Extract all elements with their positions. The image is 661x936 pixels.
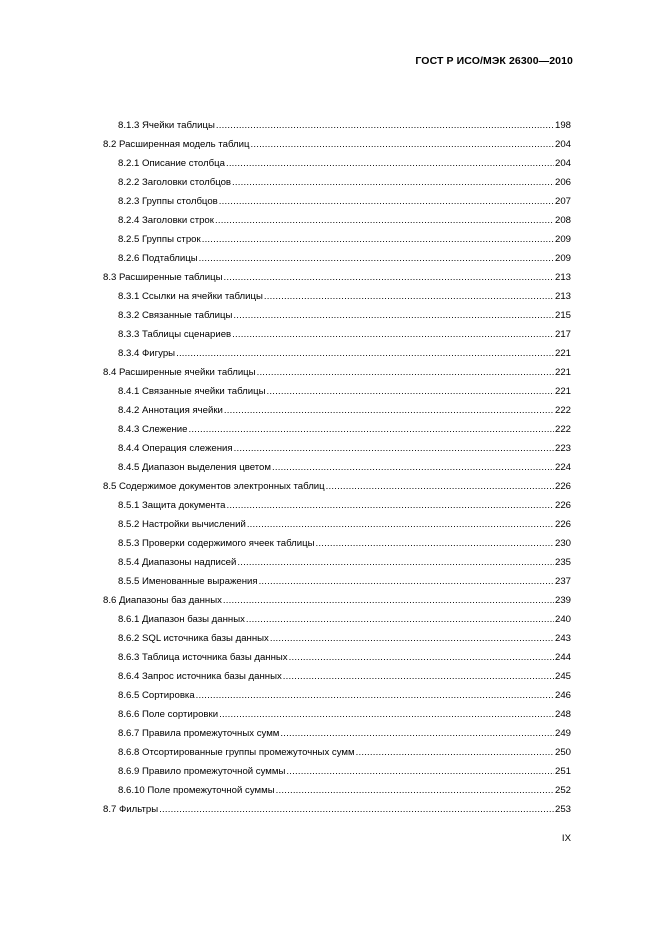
dot-leader — [237, 553, 554, 572]
toc-entry-title: 8.6.6 Поле сортировки — [118, 709, 219, 720]
toc-entry[interactable] — [103, 287, 571, 306]
toc-entry-page: 221 — [554, 348, 571, 359]
toc-entry[interactable] — [103, 401, 571, 420]
toc-entry-title: 8.3.1 Ссылки на ячейки таблицы — [118, 291, 263, 302]
toc-entry-title: 8.4.3 Слежение — [118, 424, 188, 435]
toc-entry-title: 8.6.2 SQL источника базы данных — [118, 633, 269, 644]
toc-entry-title: 8.3.3 Таблицы сценариев — [118, 329, 232, 340]
toc-entry-title: 8.4.4 Операция слежения — [118, 443, 233, 454]
toc-entry[interactable] — [103, 477, 571, 496]
toc-entry-page: 209 — [554, 253, 571, 264]
toc-entry-title: 8.2.2 Заголовки столбцов — [118, 177, 232, 188]
toc-entry-title: 8.4.1 Связанные ячейки таблицы — [118, 386, 266, 397]
toc-entry-title: 8.2.3 Группы столбцов — [118, 196, 218, 207]
toc-entry-title: 8.5.1 Защита документа — [118, 500, 226, 511]
dot-leader — [264, 287, 554, 306]
toc-entry-title: 8.5.3 Проверки содержимого ячеек таблицы — [118, 538, 315, 549]
toc-entry-title: 8.4.2 Аннотация ячейки — [118, 405, 223, 416]
toc-entry-page: 221 — [554, 386, 571, 397]
dot-leader — [257, 363, 554, 382]
dot-leader — [202, 230, 554, 249]
dot-leader — [219, 705, 554, 724]
toc-entry-title: 8.3.4 Фигуры — [118, 348, 176, 359]
toc-entry[interactable] — [103, 496, 571, 515]
toc-entry-title: 8.2.1 Описание столбца — [118, 158, 225, 169]
toc-entry[interactable] — [103, 667, 571, 686]
toc-entry-page: 226 — [554, 519, 571, 530]
toc-entry-page: 217 — [554, 329, 571, 340]
toc-entry-page: 224 — [554, 462, 571, 473]
toc-entry-title: 8.1.3 Ячейки таблицы — [118, 120, 215, 131]
toc-entry-page: 245 — [554, 671, 571, 682]
dot-leader — [272, 458, 554, 477]
dot-leader — [286, 762, 554, 781]
dot-leader — [216, 116, 554, 135]
toc-entry[interactable] — [103, 363, 571, 382]
toc-entry-page: 226 — [554, 481, 571, 492]
dot-leader — [232, 173, 554, 192]
toc-entry-title: 8.6.9 Правило промежуточной суммы — [118, 766, 286, 777]
toc-entry-page: 213 — [554, 272, 571, 283]
toc-entry[interactable] — [103, 439, 571, 458]
dot-leader — [223, 268, 554, 287]
toc-entry[interactable] — [103, 382, 571, 401]
toc-entry-title: 8.6.7 Правила промежуточных сумм — [118, 728, 280, 739]
dot-leader — [276, 781, 554, 800]
toc-entry[interactable] — [103, 211, 571, 230]
toc-entry-page: 248 — [554, 709, 571, 720]
toc-entry-page: 246 — [554, 690, 571, 701]
toc-entry[interactable] — [103, 648, 571, 667]
toc-entry[interactable] — [103, 629, 571, 648]
toc-entry-page: 207 — [554, 196, 571, 207]
toc-entry-title: 8.6.3 Таблица источника базы данных — [118, 652, 288, 663]
toc-entry-title: 8.5.5 Именованные выражения — [118, 576, 258, 587]
dot-leader — [270, 629, 554, 648]
toc-entry[interactable] — [103, 154, 571, 173]
toc-entry[interactable] — [103, 800, 571, 819]
dot-leader — [226, 154, 554, 173]
toc-entry-title: 8.4.5 Диапазон выделения цветом — [118, 462, 271, 473]
toc-entry-title: 8.6.5 Сортировка — [118, 690, 195, 701]
toc-entry[interactable] — [103, 268, 571, 287]
toc-entry-page: 235 — [554, 557, 571, 568]
toc-entry-page: 222 — [554, 405, 571, 416]
document-header: ГОСТ Р ИСО/МЭК 26300—2010 — [415, 55, 573, 67]
toc-entry-page: 240 — [554, 614, 571, 625]
toc-entry[interactable] — [103, 325, 571, 344]
toc-entry-title: 8.3 Расширенные таблицы — [103, 272, 223, 283]
toc-entry-page: 223 — [554, 443, 571, 454]
toc-entry-page: 226 — [554, 500, 571, 511]
toc-entry-title: 8.6.8 Отсортированные группы промежуточных сумм — [118, 747, 355, 758]
toc-entry[interactable] — [103, 572, 571, 591]
dot-leader — [223, 591, 554, 610]
dot-leader — [219, 192, 554, 211]
toc-entry[interactable] — [103, 724, 571, 743]
toc-entry-page: 198 — [554, 120, 571, 131]
toc-entry-page: 209 — [554, 234, 571, 245]
toc-entry-title: 8.4 Расширенные ячейки таблицы — [103, 367, 256, 378]
toc-entry[interactable] — [103, 192, 571, 211]
toc-entry-page: 252 — [554, 785, 571, 796]
toc-entry-page: 213 — [554, 291, 571, 302]
table-of-contents — [103, 116, 571, 819]
dot-leader — [215, 211, 554, 230]
toc-entry[interactable] — [103, 610, 571, 629]
toc-entry-title: 8.5 Содержимое документов электронных таблиц — [103, 481, 325, 492]
toc-entry-title: 8.6.4 Запрос источника базы данных — [118, 671, 282, 682]
toc-entry-page: 230 — [554, 538, 571, 549]
dot-leader — [259, 572, 554, 591]
toc-entry[interactable] — [103, 306, 571, 325]
toc-entry-title: 8.2.5 Группы строк — [118, 234, 201, 245]
toc-entry-page: 204 — [554, 158, 571, 169]
toc-entry[interactable] — [103, 344, 571, 363]
toc-entry[interactable] — [103, 515, 571, 534]
toc-entry-page: 204 — [554, 139, 571, 150]
dot-leader — [226, 496, 554, 515]
toc-entry-page: 250 — [554, 747, 571, 758]
toc-entry-page: 206 — [554, 177, 571, 188]
toc-entry-title: 8.2 Расширенная модель таблиц — [103, 139, 250, 150]
toc-entry-page: 215 — [554, 310, 571, 321]
toc-entry[interactable] — [103, 705, 571, 724]
toc-entry-title: 8.6.10 Поле промежуточной суммы — [118, 785, 275, 796]
dot-leader — [189, 420, 554, 439]
dot-leader — [233, 306, 554, 325]
toc-entry[interactable] — [103, 781, 571, 800]
toc-entry-page: 243 — [554, 633, 571, 644]
toc-entry-title: 8.5.4 Диапазоны надписей — [118, 557, 237, 568]
dot-leader — [267, 382, 554, 401]
toc-entry-title: 8.5.2 Настройки вычислений — [118, 519, 246, 530]
toc-entry[interactable] — [103, 230, 571, 249]
toc-entry-page: 222 — [554, 424, 571, 435]
dot-leader — [280, 724, 554, 743]
dot-leader — [356, 743, 554, 762]
dot-leader — [224, 401, 554, 420]
dot-leader — [289, 648, 554, 667]
dot-leader — [283, 667, 554, 686]
toc-entry-page: 244 — [554, 652, 571, 663]
toc-entry-title: 8.2.4 Заголовки строк — [118, 215, 214, 226]
toc-entry-title: 8.3.2 Связанные таблицы — [118, 310, 233, 321]
toc-entry-title: 8.6.1 Диапазон базы данных — [118, 614, 245, 625]
dot-leader — [246, 610, 554, 629]
toc-entry[interactable] — [103, 762, 571, 781]
toc-entry[interactable] — [103, 458, 571, 477]
toc-entry[interactable] — [103, 591, 571, 610]
toc-entry-page: 251 — [554, 766, 571, 777]
toc-entry-page: 249 — [554, 728, 571, 739]
toc-entry[interactable] — [103, 135, 571, 154]
dot-leader — [159, 800, 554, 819]
dot-leader — [250, 135, 554, 154]
dot-leader — [176, 344, 554, 363]
toc-entry-title: 8.2.6 Подтаблицы — [118, 253, 198, 264]
dot-leader — [316, 534, 554, 553]
toc-entry-page: 208 — [554, 215, 571, 226]
toc-entry[interactable] — [103, 553, 571, 572]
dot-leader — [234, 439, 554, 458]
toc-entry-page: 253 — [554, 804, 571, 815]
toc-entry[interactable] — [103, 743, 571, 762]
toc-entry[interactable] — [103, 420, 571, 439]
toc-entry-page: 221 — [554, 367, 571, 378]
toc-entry[interactable] — [103, 116, 571, 135]
dot-leader — [199, 249, 554, 268]
toc-entry[interactable] — [103, 173, 571, 192]
dot-leader — [326, 477, 554, 496]
toc-entry-page: 237 — [554, 576, 571, 587]
toc-entry[interactable] — [103, 249, 571, 268]
dot-leader — [247, 515, 554, 534]
dot-leader — [196, 686, 554, 705]
page-number: IX — [561, 833, 571, 844]
dot-leader — [232, 325, 554, 344]
toc-entry-title: 8.7 Фильтры — [103, 804, 159, 815]
toc-entry-page: 239 — [554, 595, 571, 606]
toc-entry[interactable] — [103, 534, 571, 553]
toc-entry-title: 8.6 Диапазоны баз данных — [103, 595, 222, 606]
toc-entry[interactable] — [103, 686, 571, 705]
